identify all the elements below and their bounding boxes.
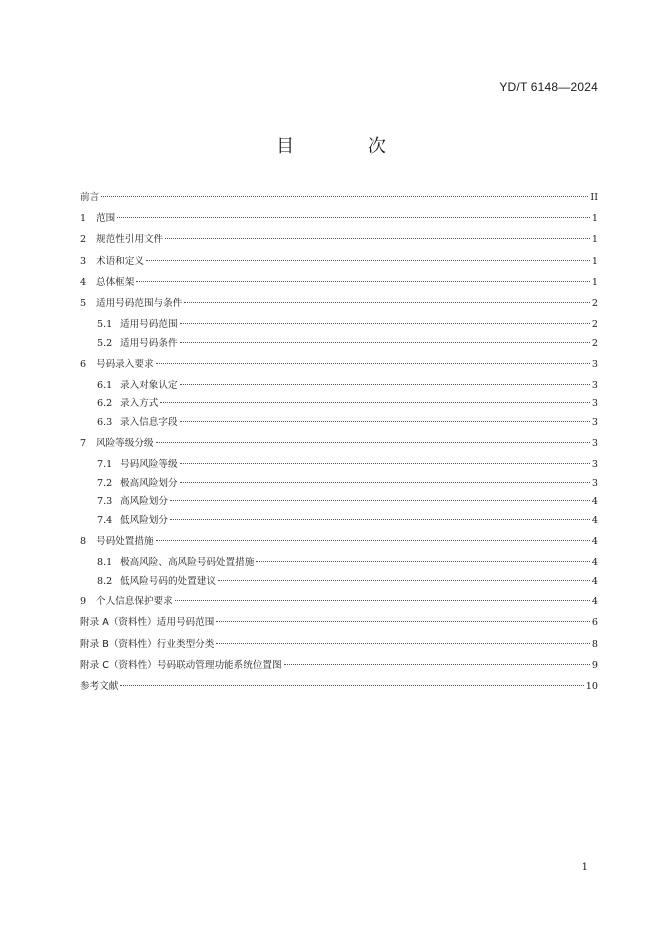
toc-entry[interactable]	[80, 678, 598, 699]
toc-entry-label: 附录 A（资料性）适用号码范围	[80, 617, 215, 629]
toc-entry-page: 3	[591, 417, 598, 429]
toc-entry[interactable]	[80, 316, 598, 335]
toc-entry[interactable]	[80, 554, 598, 573]
dot-leader	[101, 196, 588, 197]
toc-entry-number: 5	[80, 297, 87, 309]
toc-entry-label: 高风险划分	[120, 496, 168, 508]
toc-entry[interactable]	[80, 253, 598, 274]
page-title: 目 次	[276, 136, 420, 157]
toc-entry-label: 录入信息字段	[120, 417, 178, 429]
dot-leader	[170, 519, 590, 520]
toc-entry[interactable]	[80, 593, 598, 614]
toc-entry-label: 极高风险划分	[120, 477, 178, 489]
page-number: 1	[581, 862, 588, 873]
toc-entry-page: 3	[591, 458, 598, 470]
dot-leader	[216, 621, 590, 622]
toc-entry-page: 1	[591, 234, 598, 246]
toc-entry-page: 1	[591, 276, 598, 288]
dot-leader	[184, 302, 590, 303]
dot-leader	[180, 384, 590, 385]
toc-entry-label: 号码录入要求	[96, 358, 154, 370]
toc-entry-label: 术语和定义	[96, 255, 144, 267]
toc-entry-page: II	[590, 192, 598, 203]
dot-leader	[216, 643, 590, 644]
toc-entry[interactable]	[80, 274, 598, 295]
toc-entry-number: 8.2	[97, 575, 113, 587]
toc-entry[interactable]	[80, 377, 598, 396]
toc-entry-page: 1	[591, 213, 598, 225]
toc-entry[interactable]	[80, 335, 598, 354]
toc-entry[interactable]	[80, 210, 598, 231]
toc-entry-page: 4	[591, 515, 598, 526]
dot-leader	[180, 463, 590, 464]
toc-entry-label: 总体框架	[96, 276, 135, 288]
toc-entry-number: 2	[80, 234, 87, 246]
dot-leader	[256, 561, 590, 562]
toc-entry[interactable]	[80, 533, 598, 554]
toc-entry[interactable]	[80, 395, 598, 414]
toc-entry-label: 前言	[80, 192, 100, 203]
toc-entry-page: 4	[591, 596, 598, 608]
toc-entry-label: 附录 B（资料性）行业类型分类	[80, 638, 215, 650]
toc-entry-number: 9	[80, 596, 87, 608]
dot-leader	[156, 363, 590, 364]
toc-entry-label: 录入方式	[120, 398, 159, 410]
toc-entry-number: 8	[80, 535, 87, 547]
dot-leader	[180, 323, 590, 324]
toc-entry-page: 2	[591, 337, 598, 349]
toc-entry-label: 号码处置措施	[96, 535, 154, 547]
dot-leader	[156, 540, 590, 541]
toc-entry[interactable]	[80, 456, 598, 475]
dot-leader	[146, 260, 590, 261]
toc-entry-number: 6.1	[97, 379, 113, 391]
toc-entry[interactable]	[80, 414, 598, 433]
toc-entry-page: 4	[591, 496, 598, 508]
toc-entry-number: 3	[80, 255, 87, 267]
toc-entry-page: 3	[591, 398, 598, 410]
toc-entry-page: 4	[591, 535, 598, 547]
dot-leader	[175, 600, 590, 601]
toc-entry-label: 附录 C（资料性）号码联动管理功能系统位置图	[80, 659, 282, 671]
toc-entry[interactable]	[80, 356, 598, 377]
toc-entry-number: 6.2	[97, 398, 113, 410]
dot-leader	[170, 500, 590, 501]
toc-entry-label: 参考文献	[80, 681, 119, 692]
toc-entry-page: 3	[591, 437, 598, 449]
toc-entry-label: 规范性引用文件	[96, 234, 164, 246]
toc-entry[interactable]	[80, 573, 598, 592]
dot-leader	[180, 421, 590, 422]
dot-leader	[120, 685, 583, 686]
toc-entry-number: 7.2	[97, 477, 113, 489]
toc-entry[interactable]	[80, 512, 598, 531]
table-of-contents	[80, 189, 598, 699]
dot-leader	[218, 580, 590, 581]
toc-entry-page: 4	[591, 575, 598, 587]
toc-entry-label: 适用号码条件	[120, 337, 178, 349]
toc-entry-number: 8.1	[97, 556, 113, 568]
toc-entry-page: 9	[591, 659, 598, 671]
toc-entry[interactable]	[80, 231, 598, 252]
toc-entry-label: 低风险号码的处置建议	[120, 575, 216, 587]
toc-entry-page: 6	[591, 617, 598, 629]
toc-entry-page: 2	[591, 297, 598, 309]
toc-entry[interactable]	[80, 295, 598, 316]
dot-leader	[156, 442, 590, 443]
toc-entry[interactable]	[80, 636, 598, 657]
toc-entry-number: 1	[80, 213, 87, 225]
toc-entry-label: 录入对象认定	[120, 379, 178, 391]
toc-entry-label: 适用号码范围	[120, 319, 178, 331]
dot-leader	[165, 238, 590, 239]
dot-leader	[160, 402, 590, 403]
toc-entry-label: 个人信息保护要求	[96, 596, 173, 608]
toc-entry[interactable]	[80, 475, 598, 494]
toc-entry-number: 4	[80, 276, 87, 288]
standard-code: YD/T 6148—2024	[499, 80, 598, 94]
toc-entry-page: 4	[591, 556, 598, 568]
toc-entry-number: 6.3	[97, 417, 113, 429]
toc-entry-page: 3	[591, 379, 598, 391]
toc-entry-number: 5.2	[97, 337, 113, 349]
toc-entry[interactable]	[80, 493, 598, 512]
toc-entry-page: 1	[591, 255, 598, 267]
toc-entry[interactable]	[80, 657, 598, 678]
toc-entry-number: 5.1	[97, 319, 113, 331]
toc-entry-page: 3	[591, 477, 598, 489]
toc-entry[interactable]	[80, 435, 598, 456]
toc-entry-number: 7	[80, 437, 87, 449]
toc-entry-page: 8	[591, 638, 598, 650]
toc-entry-page: 3	[591, 358, 598, 370]
toc-entry-page: 2	[591, 319, 598, 331]
toc-entry-label: 范围	[96, 213, 116, 225]
toc-entry-label: 号码风险等级	[120, 458, 178, 470]
toc-entry[interactable]	[80, 614, 598, 635]
dot-leader	[117, 217, 590, 218]
toc-entry-label: 极高风险、高风险号码处置措施	[120, 556, 255, 568]
dot-leader	[136, 281, 590, 282]
toc-entry-number: 6	[80, 358, 87, 370]
dot-leader	[180, 342, 590, 343]
toc-entry[interactable]	[80, 189, 598, 210]
toc-entry-number: 7.4	[97, 515, 113, 526]
toc-entry-number: 7.3	[97, 496, 113, 508]
toc-entry-page: 10	[585, 681, 598, 692]
toc-entry-label: 低风险划分	[120, 515, 168, 526]
dot-leader	[284, 664, 590, 665]
dot-leader	[180, 482, 590, 483]
toc-entry-number: 7.1	[97, 458, 113, 470]
toc-entry-label: 适用号码范围与条件	[96, 297, 183, 309]
toc-entry-label: 风险等级分级	[96, 437, 154, 449]
